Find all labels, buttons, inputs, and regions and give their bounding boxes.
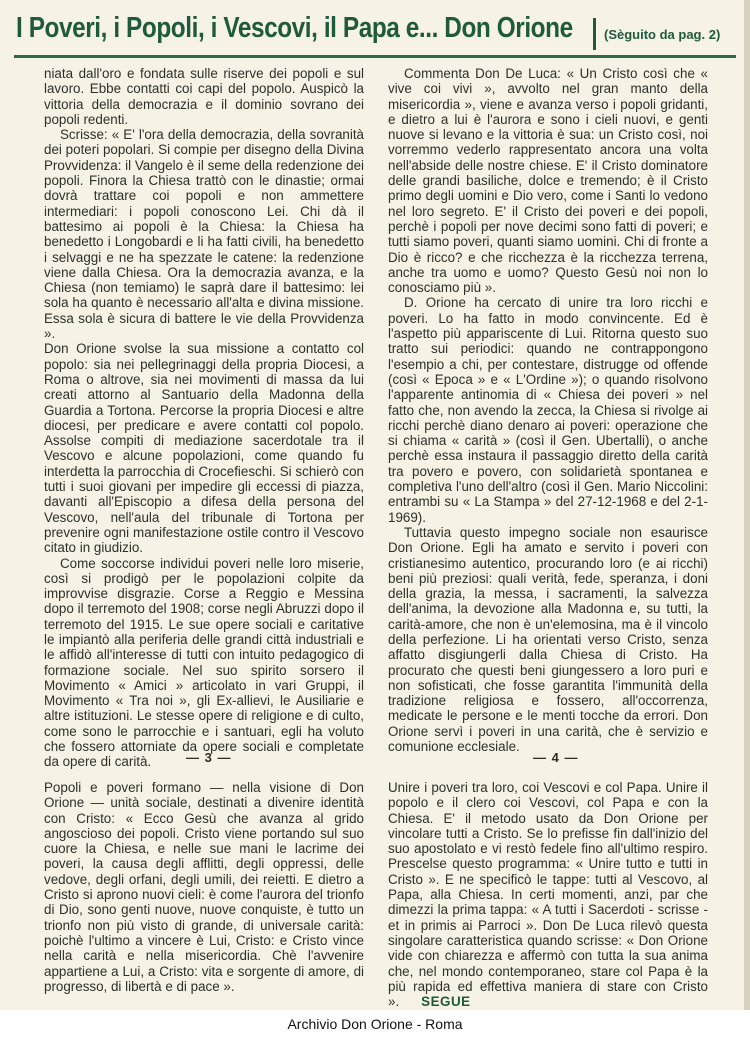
page4-top-column	[388, 66, 708, 754]
paragraph: niata dall'oro e fondata sulle riserve dei popoli e sul lavoro. Ebbe contatti coi capi del popolo. Auspicò la vittoria della democrazia e il dominio sovrano dei popoli redenti.	[44, 66, 364, 127]
page-number-3: — 3 —	[186, 750, 232, 765]
paragraph: Come soccorse individui poveri nelle loro miserie, così si prodigò per le popolazioni colpite da improvvise disgrazie. Corse a Reggio e Messina dopo il terremoto del 1908; corse negli Abruzzi dopo il terremoto del 1915. Le sue opere sociali e caritative le impiantò alla periferia delle grandi città industriali e le affidò all'interesse di tutti con intuito pedagogico di formazione sociale. Nel suo spirito sorsero il Movimento « Amici » articolato in vari Gruppi, il Movimento « Tra noi », gli Ex-allievi, le Ausiliarie e altre istituzioni. Le stesse opere di religione e di culto, come sono le parrocchie e i santuari, egli ha voluto che fossero attorniate da opere sociali e completate da opere di carità.	[44, 555, 364, 770]
paragraph: Tuttavia questo impegno sociale non esaurisce Don Orione. Egli ha amato e servito i poveri con cristianesimo autentico, procurando loro (e ai ricchi) beni più preziosi: quali verità, fede, speranza, i doni della grazia, la messa, i sacramenti, la salvezza dell'anima, la devozione alla Madonna e, su tutti, la carità-amore, che non è un'elemosina, ma è il vincolo della perfezione. Li ha orientati verso Cristo, senza affatto disgiungerli dalla Chiesa di Cristo. Ha procurato che questi beni giungessero a loro puri e non sofisticati, che fosse garantita l'immunità della tradizione religiosa e fossero, all'occorrenza, medicate le persone e le menti tocche da errori. Don Orione servì i poveri in una carità, che è servizio e comunione ecclesiale.	[388, 524, 708, 755]
page4-bottom-column	[388, 780, 708, 1009]
page3-top-column	[44, 66, 364, 770]
article-title: I Poveri, i Popoli, i Vescovi, il Papa e... Don Orione	[16, 12, 573, 44]
paragraph-text: Unire i poveri tra loro, coi Vescovi e col Papa. Unire il popolo e il clero coi Vescovi, col Papa e con la Chiesa. E' il metodo usato da Don Orione per vincolare tutti a Cristo. Se lo prefisse fin dall'inizio del suo apostolato e vi restò fedele fino all'ultimo respiro. Prescelse questo programma: « Unire tutto e tutti in Cristo ». E ne specificò le tappe: tutti al Vescovo, al Papa, alla Chiesa. In certi momenti, anzi, par che dimezzi la prima tappa: « A tutti i Sacerdoti - scrisse - et in primis ai Parroci ». Don De Luca rilevò questa singolare caratteristica quando scrisse: « Don Orione vide con chiarezza e affermò con tutta la sua anima che, nel mondo contemporaneo, stare col Papa è la più rapida ed effettiva maniera di stare con Cristo ».	[388, 780, 708, 1010]
paragraph: D. Orione ha cercato di unire tra loro ricchi e poveri. Lo ha fatto in modo convincente. Ed è l'aspetto più appariscente di Lui. Ritorna questo suo tratto sui periodici: quando ne contrappongono l'esempio a chi, per contestare, distrugge od offende (così « Epoca » e « L'Ordine »); o quando risolvono l'apparente antinomia di « Chiesa dei poveri » nel fatto che, non avendo la zecca, la Chiesa si rivolge ai ricchi perchè diano denaro ai poveri: operazione che si chiama « carità » (così il Gen. Ubertalli), o anche perchè essa instaura il passaggio diretto della carità tra povero e povero, con solidarietà spontanea e completiva l'uno dell'altro (così il Gen. Mario Niccolini: entrambi su « La Stampa » del 27-12-1968 e del 2-1-1969).	[388, 295, 708, 525]
paragraph	[388, 780, 708, 1009]
paragraph: Scrisse: « E' l'ora della democrazia, della sovranità dei poteri popolari. Si compie per disegno della Divina Provvidenza: il Vangelo è il seme della redenzione dei popoli. Finora la Chiesa trattò con le dinastie; ormai dovrà trattare coi popoli e non ammettere intermediari: i popoli conoscono Lei. Chi dà il battesimo ai popoli è la Chiesa: la Chiesa ha benedetto i Longobardi e li ha fatti civili, ha benedetto i selvaggi e ne ha spezzate le catene: la redenzione viene dalla Chiesa. Ora la democrazia avanza, e la Chiesa (non temiamo) le saprà dare il battesimo: lei sola ha quanto è necessario all'alta e divina missione. Essa sola è sicura di battere le vie della Provvidenza ».	[44, 127, 364, 342]
page-number-4: — 4 —	[533, 750, 579, 765]
segue-label: SEGUE	[421, 994, 471, 1010]
paragraph: Commenta Don De Luca: « Un Cristo così che « vive coi vivi », avvolto nel gran manto della misericordia », viene e avanza verso i popoli gridanti, e dietro a lui è l'aurora e sono i cieli nuovi, e genti nuove si levano e la vittoria è sua: un Cristo così, noi vorremmo vederlo rappresentato ancora una volta nell'abside delle nostre chiese. E' il Cristo dominatore delle grandi basiliche, dolce e tremendo; è il Cristo primo degli uomini e Dio vero, come i Santi lo vedono nel loro segreto. E' il Cristo dei poveri e dei popoli, perchè i popoli per nove decimi sono fatti di poveri; e tutti siamo poveri, quanti siamo uomini. Chi di fronte a Dio è ricco? e che ricchezza è la ricchezza terrena, anche tra uomo e uomo? Questo Gesù noi non lo conosciamo più ».	[388, 66, 708, 296]
title-divider	[593, 18, 596, 50]
paragraph: Don Orione svolse la sua missione a contatto col popolo: sia nei pellegrinaggi della propria Diocesi, a Roma o altrove, sia nei movimenti di massa da lui creati attorno al Santuario della Madonna della Guardia a Tortona. Percorse la propria Diocesi e altre diocesi, per predicare e avere contatti col popolo. Assolse compiti di mediazione sacerdotale tra il Vescovo e alcune popolazioni, come quando fu interdetta la parrocchia di Crocefieschi. Si schierò con tutti i suoi giovani per impedire gli eccessi di piazza, davanti all'Episcopio a difesa della persona del Vescovo, nell'aula del tribunale di Tortona per prevenire ogni manifestazione ostile contro il Vescovo citato in giudizio.	[44, 341, 364, 556]
paragraph: Popoli e poveri formano — nella visione di Don Orione — unità sociale, destinati a divenire identità con Cristo: « Ecco Gesù che avanza al grido angoscioso dei popoli. Cristo viene portando sul suo cuore la Chiesa, e nelle sue mani le lacrime dei poveri, la causa degli afflitti, degli oppressi, delle vedove, degli orfani, degli umili, dei reietti. E dietro a Cristo si aprono nuovi cieli: è come l'aurora del trionfo di Dio, sono genti nuove, nuove conquiste, è tutto un trionfo non più visto di grande, di universale carità: poichè l'ultimo a vincere è Lui, Cristo: e Cristo vince nella carità e nella misericordia. Chè l'avvenire appartiene a Lui, a Cristo: vita e sorgente di amore, di progresso, di libertà e di pace ».	[44, 780, 364, 994]
page-edge-shadow	[744, 0, 750, 1010]
header-rule	[14, 55, 736, 58]
page3-bottom-column	[44, 780, 364, 994]
continuation-note: (Sèguito da pag. 2)	[604, 27, 721, 42]
article-header	[14, 10, 736, 56]
archive-footer: Archivio Don Orione - Roma	[0, 1010, 750, 1039]
